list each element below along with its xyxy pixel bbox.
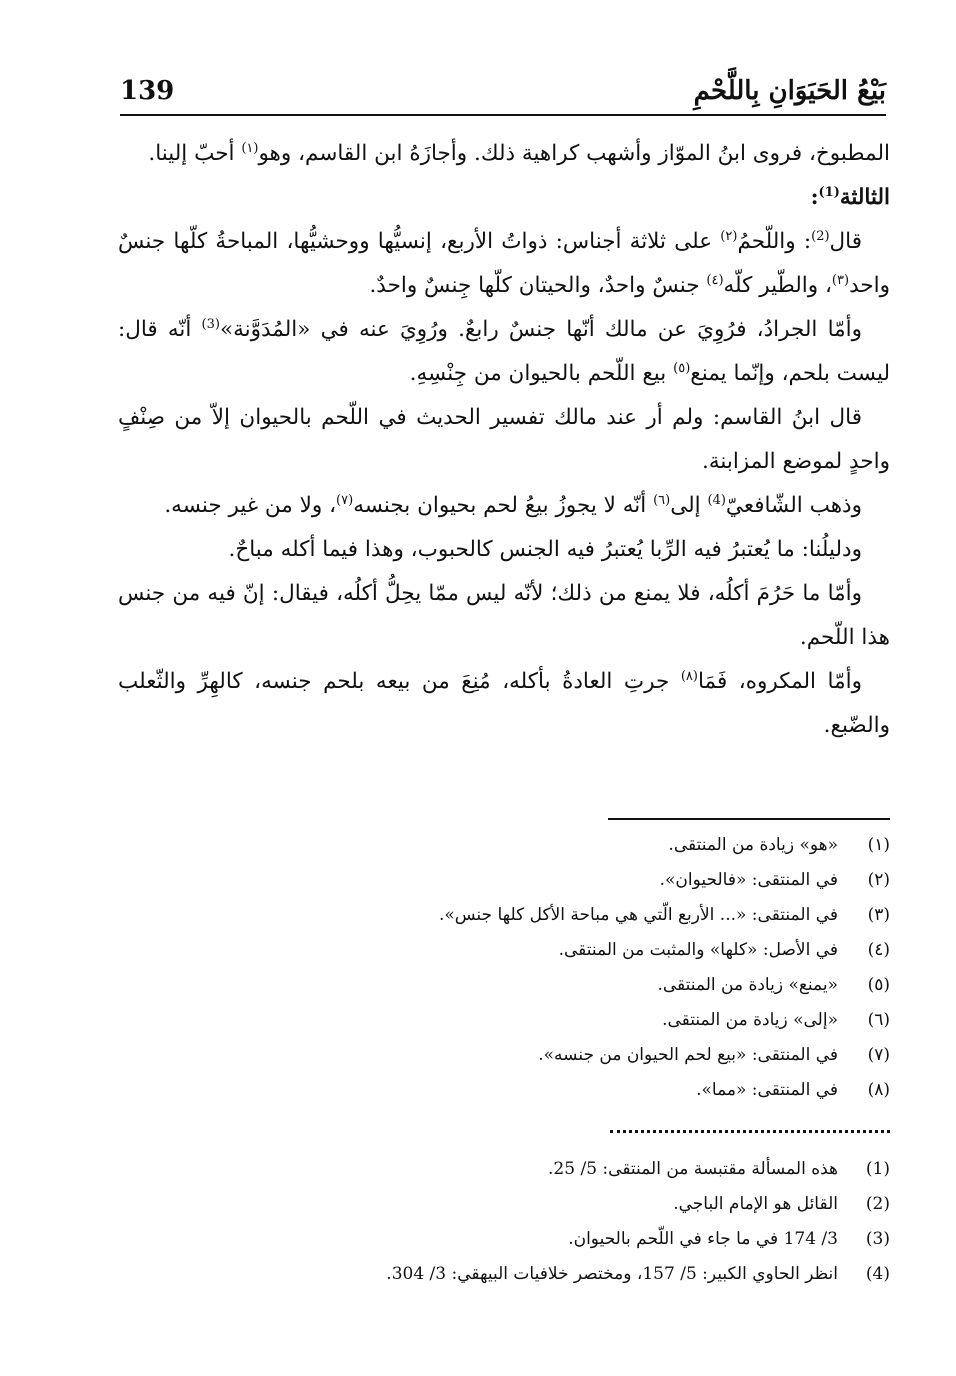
footnote-number: (٤): [867, 940, 890, 960]
text-run: ، والطّير كلّه: [723, 273, 832, 298]
footnote-number: (١): [867, 835, 890, 855]
footnote-text: في الأصل: «كلها» والمثبت من المنتقى.: [558, 940, 838, 960]
text-run: قال: [829, 229, 862, 254]
editor-notes-list: [118, 1152, 890, 1292]
footnote-text: «هو» زيادة من المنتقى.: [668, 835, 838, 855]
note-ref: (4): [707, 492, 726, 508]
footnotes-list: [118, 828, 890, 1108]
note-number: (2): [865, 1194, 890, 1214]
footnote-ref: (٨): [680, 668, 698, 684]
footnote-item: [118, 968, 890, 1003]
text-run: :: [810, 185, 819, 210]
text-run: المطبوخ، فروى ابنُ الموّاز وأشهب كراهية ذلك. وأجازَهُ ابن القاسم، وهو: [258, 141, 890, 166]
note-text: انظر الحاوي الكبير: 5/ 157، ومختصر خلافيات البيهقي: 3/ 304.: [386, 1264, 838, 1284]
paragraph-8: [118, 660, 890, 748]
paragraph-3: [118, 308, 890, 396]
footnote-item: [118, 863, 890, 898]
note-item: [118, 1222, 890, 1257]
footnote-number: (٣): [867, 905, 890, 925]
footnote-ref: (٧): [336, 492, 354, 508]
main-text: [118, 132, 890, 748]
footnote-number: (٦): [867, 1010, 890, 1030]
footnote-item: [118, 1038, 890, 1073]
text-run: جنسٌ واحدٌ، والحيتان كلّها جِنسٌ واحدٌ.: [369, 273, 707, 298]
footnote-number: (٨): [867, 1080, 890, 1100]
text-run: إلى: [670, 493, 708, 518]
note-number: (1): [865, 1159, 890, 1179]
note-text: القائل هو الإمام الباجي.: [673, 1194, 838, 1214]
paragraph-1: [118, 132, 890, 176]
footnote-ref: (٣): [831, 272, 850, 288]
note-text: هذه المسألة مقتبسة من المنتقى: 5/ 25.: [548, 1159, 838, 1179]
note-text: 3/ 174 في ما جاء في اللّحم بالحيوان.: [568, 1229, 838, 1249]
footnote-item: [118, 933, 890, 968]
note-item: [118, 1152, 890, 1187]
footnote-ref: (٥): [673, 360, 691, 376]
note-ref: (2): [811, 228, 830, 244]
footnote-number: (٥): [867, 975, 890, 995]
section-heading: [118, 176, 890, 220]
notes-dotted-rule: [610, 1130, 890, 1133]
footnote-item: [118, 1073, 890, 1108]
footnote-ref: (٤): [706, 272, 724, 288]
page-header: [120, 76, 886, 116]
footnote-ref: (٦): [653, 492, 671, 508]
note-item: [118, 1257, 890, 1292]
footnote-text: في المنتقى: «مما».: [696, 1080, 838, 1100]
text-run: ، ولا من غير جنسه.: [164, 493, 337, 518]
paragraph-6: ودليلُنا: ما يُعتبرُ فيه الرِّبا يُعتبرُ فيه الجنس كالحبوب، وهذا فيما أكله مباحٌ.: [228, 537, 862, 562]
note-ref: (1): [818, 184, 840, 200]
footnote-text: في المنتقى: «... الأربع الّتي هي مباحة الأكل كلها جنس».: [438, 905, 838, 925]
footnote-ref: (١): [241, 140, 259, 156]
text-run: أنّه قال: ليست بلحم، وإنّما يمنع: [118, 317, 890, 386]
heading-text: الثالثة: [839, 185, 890, 210]
footnote-rule: [608, 818, 890, 820]
note-number: (4): [865, 1264, 890, 1284]
note-number: (3): [865, 1229, 890, 1249]
page-number: 139: [120, 76, 175, 106]
text-run: بيع اللّحم بالحيوان من جِنْسِهِ.: [409, 361, 674, 386]
note-ref: (3): [201, 316, 220, 332]
footnote-item: [118, 1003, 890, 1038]
paragraph-2: [118, 220, 890, 308]
footnote-number: (٧): [867, 1045, 890, 1065]
text-run: وذهب الشّافعيّ: [725, 493, 862, 518]
text-run: أحبّ إلينا.: [148, 141, 242, 166]
note-item: [118, 1187, 890, 1222]
paragraph-4: قال ابنُ القاسم: ولم أر عند مالك تفسير الحديث في اللّحم بالحيوان إلاّ من صِنْفٍ واحدٍ لموضع المزابنة.: [118, 405, 890, 474]
footnote-text: في المنتقى: «بيع لحم الحيوان من جنسه».: [538, 1045, 838, 1065]
paragraph-7: وأمّا ما حَرُمَ أكلُه، فلا يمنع من ذلك؛ لأنّه ليس ممّا يحِلُّ أكلُه، فيقال: إنّ فيه من جنس هذا اللّحم.: [118, 581, 890, 650]
footnote-item: [118, 828, 890, 863]
text-run: وأمّا الجرادُ، فرُوِيَ عن مالك أنّها جنسٌ رابعٌ. ورُوِيَ عنه في «المُدَوَّنة»: [219, 317, 862, 342]
text-run: : واللّحمُ: [737, 229, 812, 254]
footnote-item: [118, 898, 890, 933]
paragraph-5: [118, 484, 890, 528]
header-rule: [120, 114, 886, 116]
text-run: وأمّا المكروه، فَمَا: [697, 669, 862, 694]
footnote-text: في المنتقى: «فالحيوان».: [659, 870, 838, 890]
footnote-number: (٢): [867, 870, 890, 890]
text-run: على ثلاثة أجناس: ذواتُ الأربع، إنسيُّها ووحشيُّها، المباحةُ كلّها جنسٌ واحد: [118, 229, 890, 298]
footnote-ref: (٢): [720, 228, 738, 244]
running-title: بَيْعُ الحَيَوَانِ بِاللَّحْمِ: [693, 76, 886, 106]
footnote-text: «يمنع» زيادة من المنتقى.: [657, 975, 838, 995]
text-run: جرتِ العادةُ بأكله، مُنِعَ من بيعه بلحم جنسه، كالهِرِّ والثّعلب والضّبع.: [118, 669, 890, 738]
text-run: أنّه لا يجوزُ بيعُ لحم بحيوان بجنسه: [353, 493, 654, 518]
footnote-text: «إلى» زيادة من المنتقى.: [662, 1010, 838, 1030]
